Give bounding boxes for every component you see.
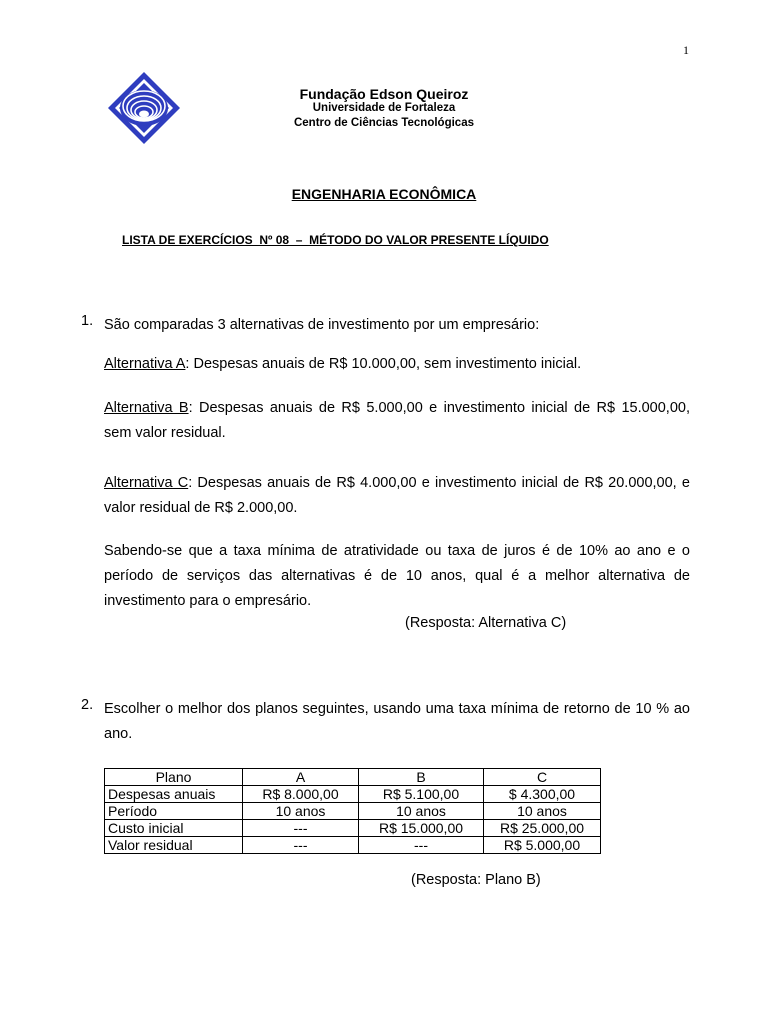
table-cell: --- [243,820,359,837]
table-cell: R$ 8.000,00 [243,786,359,803]
org-name: Fundação Edson Queiroz [299,86,469,102]
table-header-cell: C [484,769,601,786]
org-center: Centro de Ciências Tecnológicas [293,117,474,129]
plans-table [104,768,601,854]
org-university: Universidade de Fortaleza [312,102,456,114]
table-cell: --- [359,837,484,854]
table-header-cell: A [243,769,359,786]
alt-a-text: : Despesas anuais de R$ 10.000,00, sem investimento inicial. [185,356,582,372]
table-cell: 10 anos [484,803,601,820]
q1-question: Sabendo-se que a taxa mínima de atratividade ou taxa de juros é de 10% ao ano e o período de serviços das alternativas é de 10 anos, qual é a melhor alternativa de investimento para o empresário. [104,543,690,609]
q1-number: 1. [81,313,94,329]
table-header-row [105,769,601,786]
table-row [105,820,601,837]
list-title: LISTA DE EXERCÍCIOS Nº 08 – MÉTODO DO VALOR PRESENTE LÍQUIDO [122,233,549,247]
q1-intro: São comparadas 3 alternativas de investimento por um empresário: [104,317,540,333]
alt-b-text: : Despesas anuais de R$ 5.000,00 e investimento inicial de R$ 15.000,00, sem valor residual. [104,400,690,441]
table-header-cell: B [359,769,484,786]
table-header-cell: Plano [105,769,243,786]
q1-answer: (Resposta: Alternativa C) [405,615,567,631]
table-cell: R$ 25.000,00 [484,820,601,837]
page-number: 1 [683,43,689,57]
table-cell: Valor residual [105,837,243,854]
q1-alt-b [104,396,690,446]
table-cell: R$ 5.100,00 [359,786,484,803]
table-cell: --- [243,837,359,854]
table-row [105,837,601,854]
course-title: ENGENHARIA ECONÔMICA [291,186,477,202]
q1-alt-c [104,471,690,521]
alt-b-label: Alternativa B [104,400,189,416]
q2-text: Escolher o melhor dos planos seguintes, usando uma taxa mínima de retorno de 10 % ao ano. [104,701,690,742]
table-cell: Período [105,803,243,820]
table-cell: Despesas anuais [105,786,243,803]
q2-answer: (Resposta: Plano B) [411,872,541,888]
table-cell: 10 anos [359,803,484,820]
q2-number: 2. [81,697,94,713]
table-cell: $ 4.300,00 [484,786,601,803]
table-row [105,786,601,803]
table-row [105,803,601,820]
table-cell: R$ 15.000,00 [359,820,484,837]
alt-c-text: : Despesas anuais de R$ 4.000,00 e investimento inicial de R$ 20.000,00, e valor residual de R$ 2.000,00. [104,475,690,516]
q1-alt-a [104,352,690,377]
alt-c-label: Alternativa C [104,475,189,491]
table-cell: 10 anos [243,803,359,820]
alt-a-label: Alternativa A [104,356,186,372]
table-cell: Custo inicial [105,820,243,837]
table-cell: R$ 5.000,00 [484,837,601,854]
